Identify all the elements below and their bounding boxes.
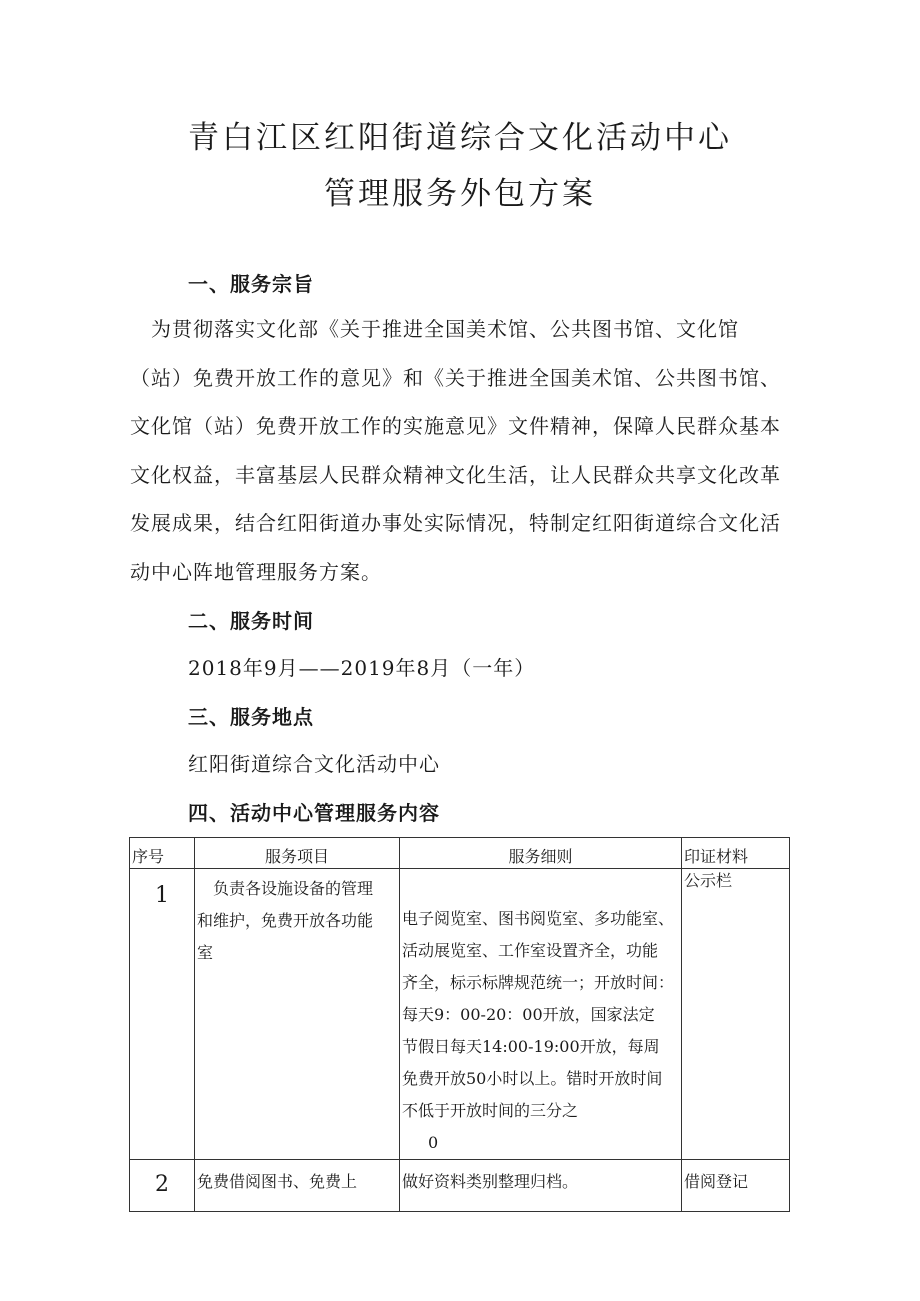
- item-line: 负责各设施设备的管理: [197, 879, 374, 898]
- detail-line: 节假日每天14:00-19:00开放，每周: [402, 1037, 660, 1056]
- purpose-line: 文化馆（站）免费开放工作的实施意见》文件精神，保障人民群众基本: [130, 414, 781, 438]
- row-number: 2: [130, 1160, 195, 1212]
- purpose-line: 发展成果，结合红阳街道办事处实际情况，特制定红阳街道综合文化活: [130, 511, 781, 535]
- item-line: 免费借阅图书、免费上: [197, 1172, 358, 1191]
- table-row: [130, 1160, 790, 1212]
- header-cell-evidence: 印证材料: [682, 838, 790, 869]
- detail-line: 齐全，标示标牌规范统一；开放时间：: [402, 973, 675, 992]
- header-cell-detail: 服务细则: [400, 838, 682, 869]
- row-number: 1: [130, 869, 195, 1160]
- item-line: 和维护，免费开放各功能: [197, 911, 374, 930]
- purpose-line: 为贯彻落实文化部《关于推进全国美术馆、公共图书馆、文化馆: [130, 317, 739, 341]
- detail-line: 每天9：00-20：00开放，国家法定: [402, 1005, 655, 1024]
- detail-line: 做好资料类别整理归档。: [402, 1172, 579, 1191]
- section-heading-time: 二、服务时间: [188, 609, 314, 633]
- service-time-text: 2018年9月——2019年8月（一年）: [188, 656, 536, 680]
- row-evidence: 公示栏: [682, 869, 790, 1160]
- document-title-line1: 青白江区红阳街道综合文化活动中心: [188, 120, 732, 156]
- service-content-table: [129, 837, 790, 1212]
- row-service-item: [195, 869, 400, 1160]
- detail-line: 活动展览室、工作室设置齐全，功能: [402, 941, 659, 960]
- purpose-paragraph: [130, 305, 790, 596]
- detail-line: 不低于开放时间的三分之: [402, 1101, 579, 1120]
- purpose-line: 文化权益，丰富基层人民群众精神文化生活，让人民群众共享文化改革: [130, 462, 781, 487]
- purpose-line: 动中心阵地管理服务方案。: [130, 559, 382, 584]
- section-heading-location: 三、服务地点: [188, 705, 314, 729]
- section-heading-content: 四、活动中心管理服务内容: [188, 801, 440, 825]
- table-header-row: [130, 838, 790, 869]
- table-row: [130, 869, 790, 1160]
- header-cell-item: 服务项目: [195, 838, 400, 869]
- item-line: 室: [197, 943, 214, 962]
- header-cell-no: 序号: [130, 838, 195, 869]
- section-heading-purpose: 一、服务宗旨: [188, 272, 314, 296]
- service-location-text: 红阳街道综合文化活动中心: [188, 752, 440, 776]
- row-service-item: [195, 1160, 400, 1212]
- row-service-detail: [400, 869, 682, 1160]
- detail-line: 0: [428, 1133, 439, 1152]
- purpose-line: （站）免费开放工作的意见》和《关于推进全国美术馆、公共图书馆、: [130, 365, 781, 390]
- detail-line: 免费开放50小时以上。错时开放时间: [402, 1069, 663, 1088]
- row-service-detail: [400, 1160, 682, 1212]
- row-evidence: 借阅登记: [682, 1160, 790, 1212]
- detail-line: 电子阅览室、图书阅览室、多功能室、: [402, 909, 675, 928]
- document-title-line2: 管理服务外包方案: [324, 176, 596, 212]
